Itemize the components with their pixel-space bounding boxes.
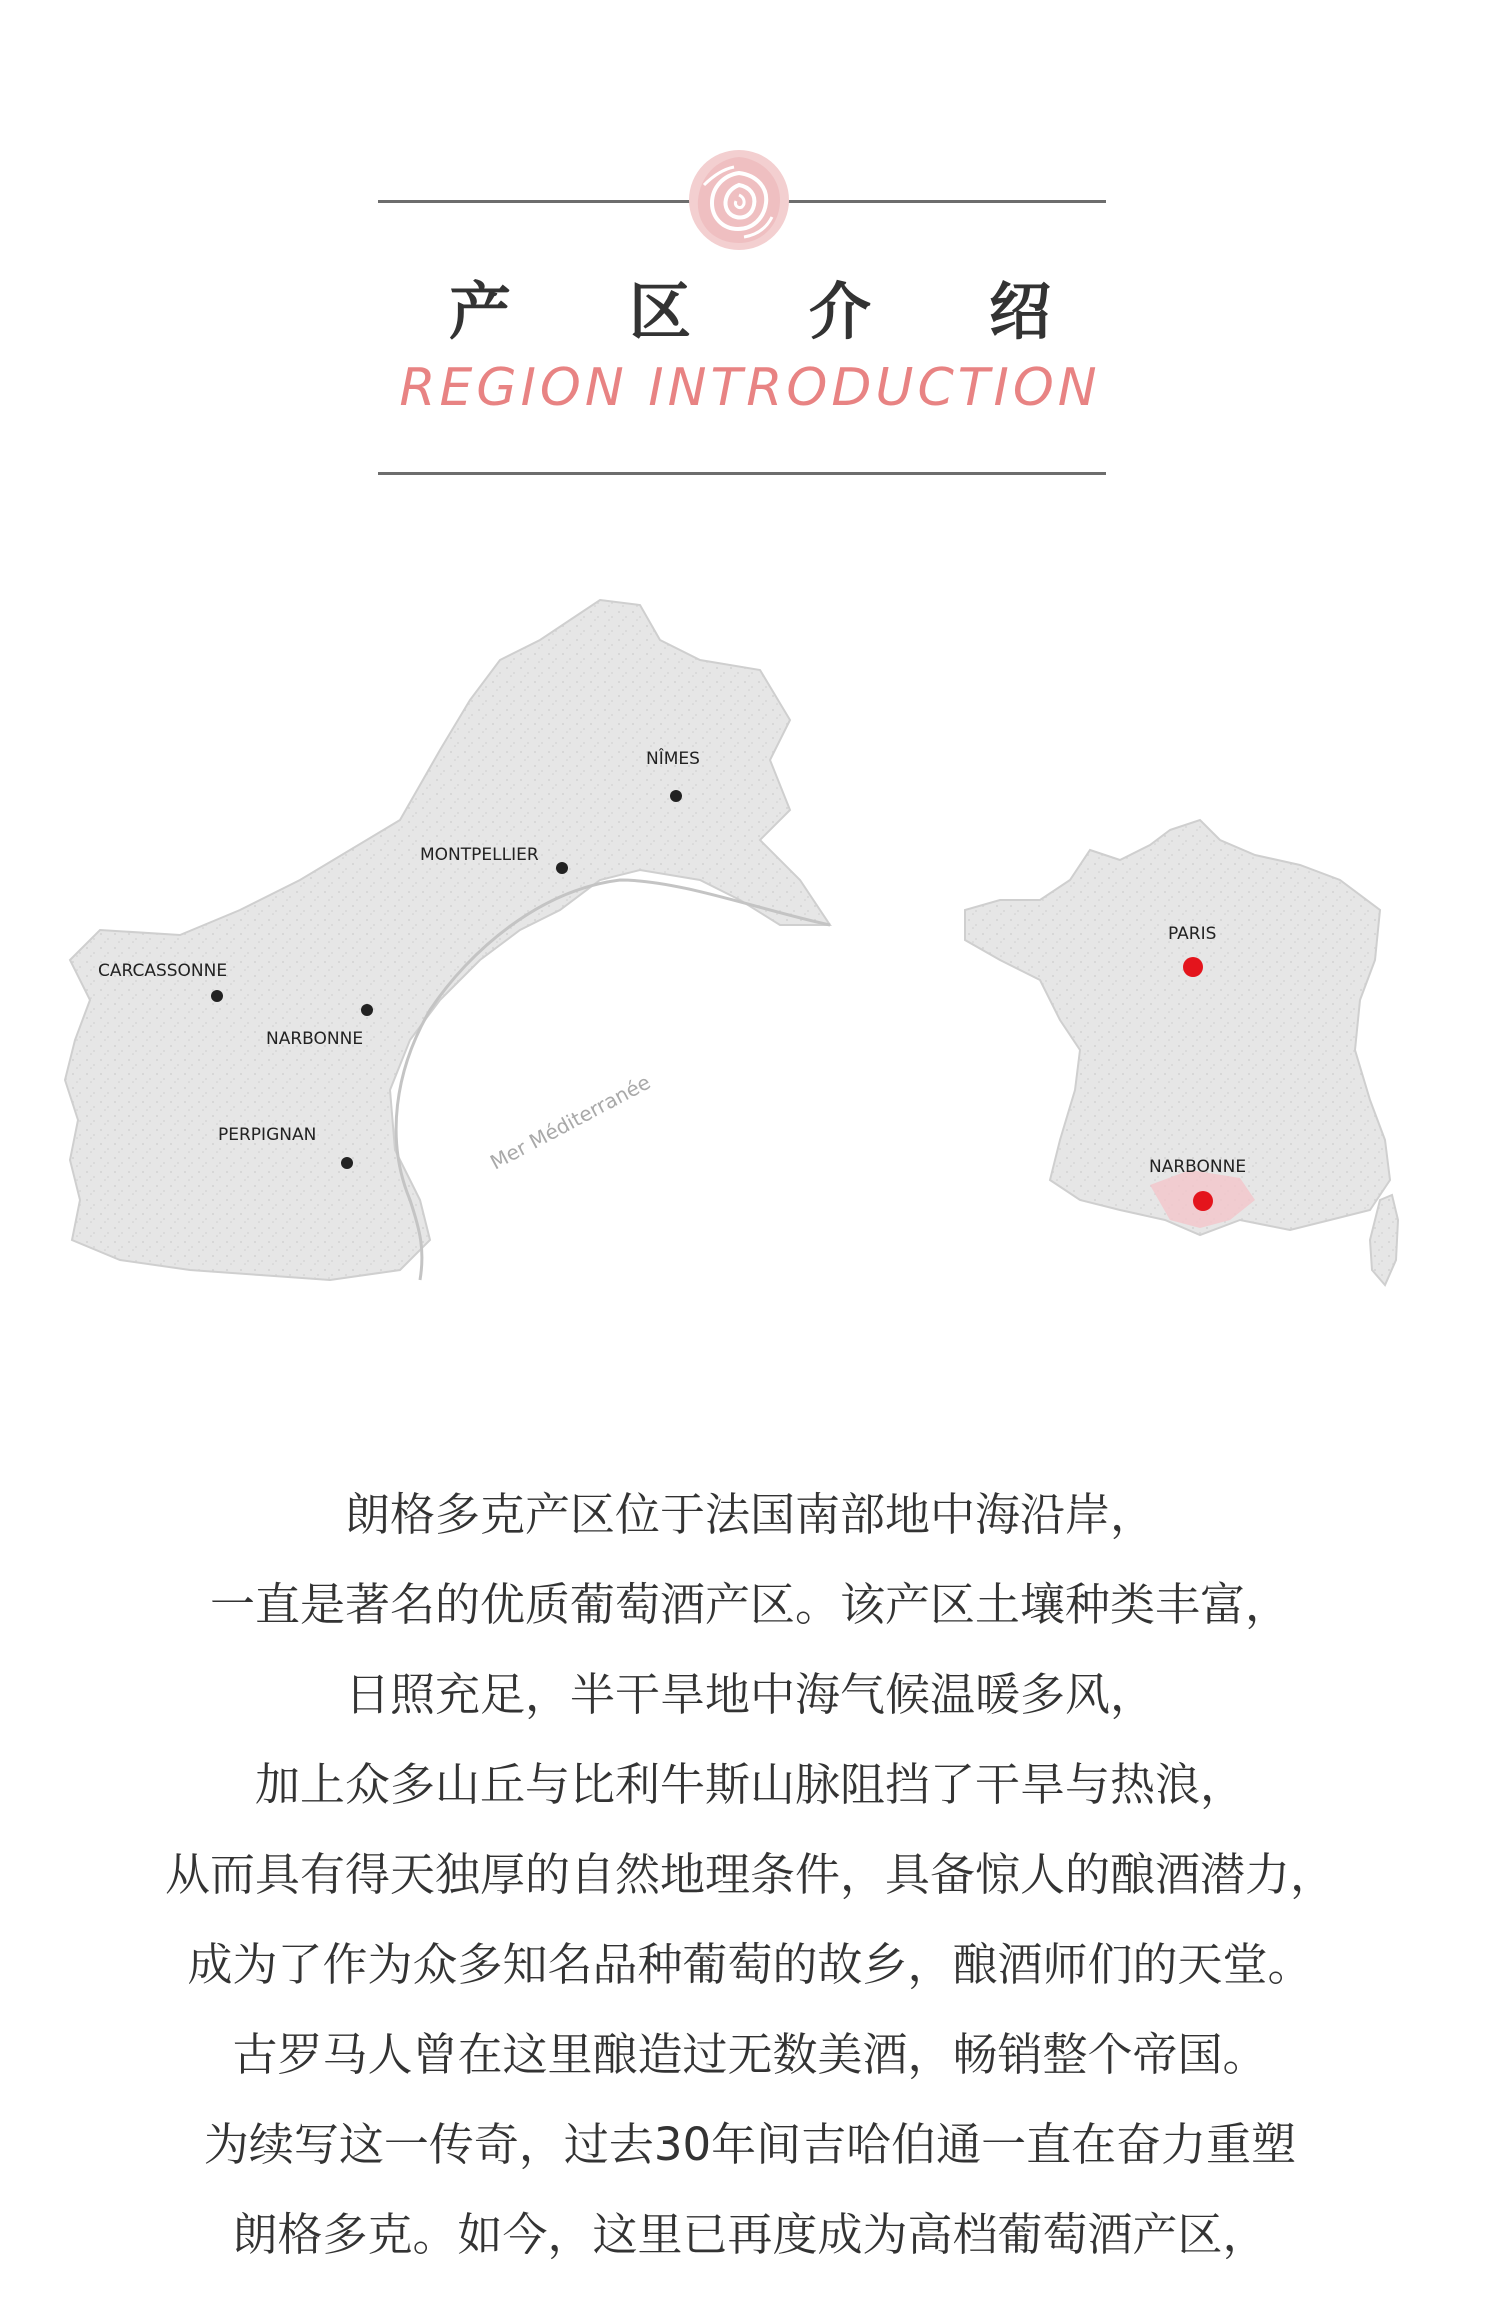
city-marker-perpignan xyxy=(341,1157,353,1169)
city-marker-montpellier xyxy=(556,862,568,874)
city-label-carcassonne: CARCASSONNE xyxy=(98,961,228,981)
corsica-shape xyxy=(1370,1195,1398,1285)
france-map xyxy=(965,820,1398,1285)
description-line: 古罗马人曾在这里酿造过无数美酒，畅销整个帝国。 xyxy=(232,2028,1268,2081)
city-label-nimes: NÎMES xyxy=(646,749,700,769)
label-narbonne: NARBONNE xyxy=(1149,1157,1247,1177)
description-line: 日照充足，半干旱地中海气候温暖多风， xyxy=(344,1668,1155,1721)
city-label-perpignan: PERPIGNAN xyxy=(218,1125,317,1145)
description-line: 朗格多克。如今，这里已再度成为高档葡萄酒产区， xyxy=(232,2208,1268,2261)
city-marker-carcassonne xyxy=(211,990,223,1002)
section-title-cn: 产区介绍 xyxy=(448,275,1169,348)
regional-land-shape xyxy=(65,600,830,1280)
maps-svg xyxy=(0,580,1500,1320)
marker-narbonne xyxy=(1193,1191,1213,1211)
description-line: 加上众多山丘与比利牛斯山脉阻挡了干旱与热浪， xyxy=(254,1758,1245,1811)
city-label-narbonne: NARBONNE xyxy=(266,1029,364,1049)
rose-icon xyxy=(684,145,794,255)
city-marker-narbonne xyxy=(361,1004,373,1016)
section-header xyxy=(0,0,1500,500)
description-line: 朗格多克产区位于法国南部地中海沿岸， xyxy=(344,1488,1155,1541)
description-line: 一直是著名的优质葡萄酒产区。该产区土壤种类丰富， xyxy=(209,1578,1290,1631)
description-line: 为续写这一传奇，过去30年间吉哈伯通一直在奋力重塑 xyxy=(203,2118,1297,2171)
description-line: 从而具有得天独厚的自然地理条件，具备惊人的酿酒潜力， xyxy=(164,1848,1335,1901)
city-label-montpellier: MONTPELLIER xyxy=(420,845,539,865)
marker-paris xyxy=(1183,957,1203,977)
region-description xyxy=(60,1470,1440,2280)
sea-label: Mer Méditerranée xyxy=(486,1069,655,1175)
section-title-en: REGION INTRODUCTION xyxy=(399,358,1101,418)
regional-map xyxy=(65,600,830,1280)
label-paris: PARIS xyxy=(1168,924,1217,944)
description-line: 成为了作为众多知名品种葡萄的故乡，酿酒师们的天堂。 xyxy=(187,1938,1313,1991)
header-bottom-divider xyxy=(378,472,1106,475)
city-marker-nimes xyxy=(670,790,682,802)
map-section xyxy=(0,580,1500,1320)
